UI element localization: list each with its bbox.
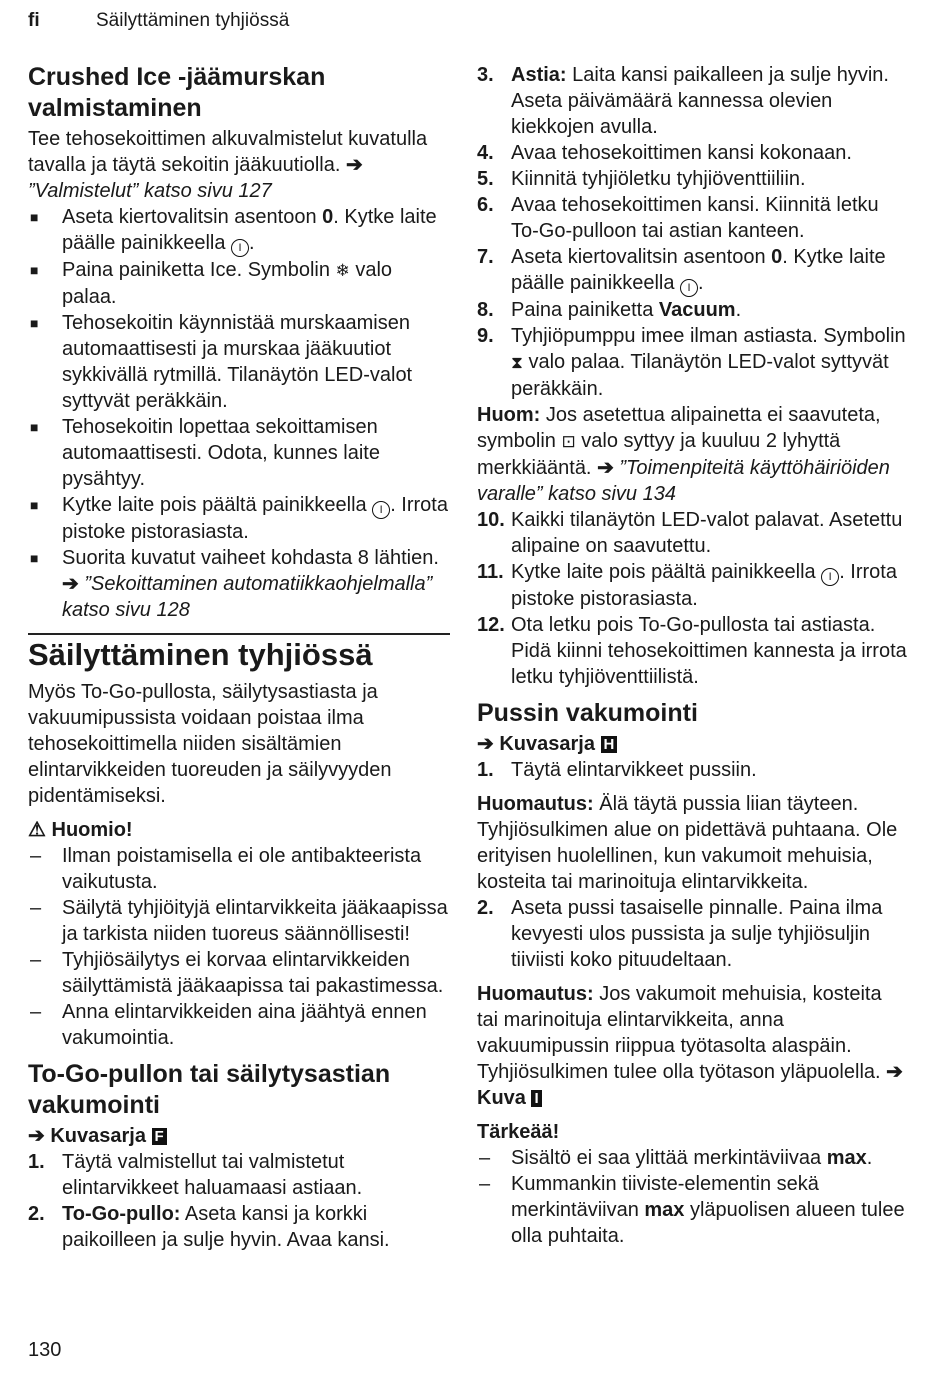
warning-heading: ⚠ Huomio! bbox=[28, 819, 133, 841]
figure-letter-badge: H bbox=[601, 736, 618, 753]
list-item: 11. Kytke laite pois päältä painikkeella I . Irrota pistoke pistorasiasta. bbox=[477, 561, 897, 610]
list-item: ■ Paina painiketta Ice. Symbolin ❄ valo palaa. bbox=[30, 259, 393, 308]
note-paragraph: Huomautus: Jos vakumoit mehuisia, kosteita tai marinoituja elintarvikkeita, anna vakuumipussin riippua työtasolta alaspäin. Tyhjiösulkimen tulee olla työtason yläpuolella. ➔ Kuva I bbox=[477, 983, 903, 1109]
square-bullet-icon: ■ bbox=[30, 550, 39, 566]
section-intro: Myös To-Go-pullosta, säilytysastiasta ja vakuumipussista voidaan poistaa ilma tehosekoittimella niiden sisältämien elintarvikkeiden tuoreuden ja säilyvyyden pidentämiseksi. bbox=[28, 681, 392, 807]
crossref-link[interactable]: ”Valmistelut” katso sivu 127 bbox=[28, 180, 272, 202]
left-column bbox=[28, 62, 450, 1253]
power-icon: I bbox=[231, 239, 249, 257]
page-number: 130 bbox=[28, 1339, 62, 1361]
language-code: fi bbox=[28, 10, 40, 31]
note-paragraph: Huom: Jos asetettua alipainetta ei saavuteta, symbolin ⊡ valo syttyy ja kuuluu 2 lyhyttä merkkiääntä. ➔ ”Toimenpiteitä käyttöhäiriöiden varalle” katso sivu 134 bbox=[477, 404, 890, 505]
list-item: 4. Avaa tehosekoittimen kansi kokonaan. bbox=[477, 142, 852, 164]
list-item: 10. Kaikki tilanäytön LED-valot palavat. Asetettu alipaine on saavutettu. bbox=[477, 509, 903, 557]
arrow-icon: ➔ bbox=[28, 1125, 45, 1147]
list-item: 1. Täytä elintarvikkeet pussiin. bbox=[477, 759, 757, 781]
list-item: ■ Suorita kuvatut vaiheet kohdasta 8 lähtien. ➔ ”Sekoittaminen automatiikkaohjelmalla” katso sivu 128 bbox=[30, 547, 439, 621]
square-bullet-icon: ■ bbox=[30, 315, 39, 331]
warning-triangle-icon: ⚠ bbox=[28, 819, 46, 841]
list-item: – Sisältö ei saa ylittää merkintäviivaa max. bbox=[479, 1147, 873, 1169]
note-paragraph: Huomautus: Älä täytä pussia liian täyteen. Tyhjiösulkimen alue on pidettävä puhtaana. Ole erityisen huolellinen, kun vakumoit mehuisia, kosteita tai marinoituja elintarvikkeita. bbox=[477, 793, 898, 893]
togo-heading: To-Go-pullon tai säilytysastian vakumointi bbox=[28, 1060, 391, 1119]
right-column bbox=[477, 62, 907, 1249]
list-item: – Säilytä tyhjiöityjä elintarvikkeita jääkaapissa ja tarkista niiden tuoreus säännöllisesti! bbox=[30, 897, 448, 945]
list-item: – Tyhjiösäilytys ei korvaa elintarvikkeiden säilyttämistä jääkaapissa tai pakastimessa. bbox=[30, 949, 444, 997]
list-item: ■ Tehosekoitin käynnistää murskaamisen automaattisesti ja murskaa jääkuutiot sykkivällä rytmillä. Tilanäytön LED-valot syttyvät peräkkäin. bbox=[30, 312, 413, 412]
list-item: – Anna elintarvikkeiden aina jäähtyä ennen vakumointia. bbox=[30, 1001, 427, 1049]
crushed-ice-heading: Crushed Ice -jäämurskan valmistaminen bbox=[28, 63, 326, 122]
arrow-icon: ➔ bbox=[597, 457, 614, 479]
crossref-link[interactable]: ”Sekoittaminen automatiikkaohjelmalla” katso sivu 128 bbox=[62, 573, 433, 621]
square-bullet-icon: ■ bbox=[30, 419, 39, 435]
arrow-icon: ➔ bbox=[62, 573, 79, 595]
crossref-link[interactable]: ”Toimenpiteitä käyttöhäiriöiden varalle” katso sivu 134 bbox=[477, 457, 890, 505]
list-item: 2. Aseta pussi tasaiselle pinnalle. Paina ilma kevyesti ulos pussista ja sulje tyhjiösuljin tiiviisti koko pituudeltaan. bbox=[477, 897, 883, 971]
list-item: 1. Täytä valmistellut tai valmistetut elintarvikkeet haluamaasi astiaan. bbox=[28, 1151, 363, 1199]
list-item: 6. Avaa tehosekoittimen kansi. Kiinnitä letku To-Go-pulloon tai astian kanteen. bbox=[477, 194, 879, 242]
list-item: 3. Astia: Laita kansi paikalleen ja sulje hyvin. Aseta päivämäärä kannessa olevien kiekkojen avulla. bbox=[477, 64, 889, 138]
figure-letter-badge: F bbox=[152, 1128, 167, 1145]
square-bullet-icon: ■ bbox=[30, 262, 39, 278]
list-item: 12. Ota letku pois To-Go-pullosta tai astiasta. Pidä kiinni tehosekoittimen kannesta ja irrota letku tyhjiöventtiilistä. bbox=[477, 614, 907, 688]
list-item: 2. To-Go-pullo: Aseta kansi ja korkki paikoilleen ja sulje hyvin. Avaa kansi. bbox=[28, 1203, 390, 1251]
list-item: 7. Aseta kiertovalitsin asentoon 0. Kytke laite päälle painikkeella I . bbox=[477, 244, 907, 297]
figure-reference: ➔ Kuvasarja H bbox=[477, 731, 907, 757]
list-item: 9. Tyhjiöpumppu imee ilman astiasta. Symbolin ⧗ valo palaa. Tilanäytön LED-valot syttyvät peräkkäin. bbox=[477, 325, 906, 400]
list-item: ■ Aseta kiertovalitsin asentoon 0. Kytke laite päälle painikkeella I . bbox=[28, 204, 450, 257]
crushed-ice-intro: Tee tehosekoittimen alkuvalmistelut kuvatulla tavalla ja täytä sekoitin jääkuutiolla. ➔ ”Valmistelut” katso sivu 127 bbox=[28, 128, 428, 202]
list-item: ■ Kytke laite pois päältä painikkeella I . Irrota pistoke pistorasiasta. bbox=[30, 494, 448, 543]
power-icon: I bbox=[680, 279, 698, 297]
important-heading: Tärkeää! bbox=[477, 1121, 560, 1143]
arrow-icon: ➔ bbox=[345, 154, 363, 176]
power-icon: I bbox=[372, 501, 390, 519]
list-item: – Ilman poistamisella ei ole antibakteerista vaikutusta. bbox=[30, 845, 422, 893]
page-header bbox=[28, 8, 290, 34]
section-heading: Säilyttäminen tyhjiössä bbox=[28, 637, 373, 672]
square-bullet-icon: ■ bbox=[30, 497, 39, 513]
figure-letter-badge: I bbox=[531, 1090, 541, 1107]
list-item: ■ Tehosekoitin lopettaa sekoittamisen automaattisesti. Odota, kunnes laite pysähtyy. bbox=[30, 416, 380, 490]
list-item: 5. Kiinnitä tyhjiöletku tyhjiöventtiiliin. bbox=[477, 168, 806, 190]
list-item: 8. Paina painiketta Vacuum. bbox=[477, 299, 742, 321]
running-title: Säilyttäminen tyhjiössä bbox=[96, 10, 290, 31]
vacuum-symbol-icon: ⧗ bbox=[511, 353, 523, 372]
arrow-icon: ➔ bbox=[886, 1061, 903, 1083]
power-icon: I bbox=[821, 568, 839, 586]
bag-heading: Pussin vakumointi bbox=[477, 699, 698, 727]
list-item: – Kummankin tiiviste-elementin sekä merkintäviivan max yläpuolisen alueen tulee olla puhtaita. bbox=[479, 1173, 905, 1247]
ice-symbol-icon: ❄ bbox=[335, 261, 350, 280]
square-bullet-icon: ■ bbox=[30, 209, 39, 225]
arrow-icon: ➔ bbox=[477, 733, 494, 755]
warning-symbol-icon: ⊡ bbox=[561, 432, 576, 451]
figure-reference: ➔ Kuvasarja F bbox=[28, 1123, 450, 1149]
